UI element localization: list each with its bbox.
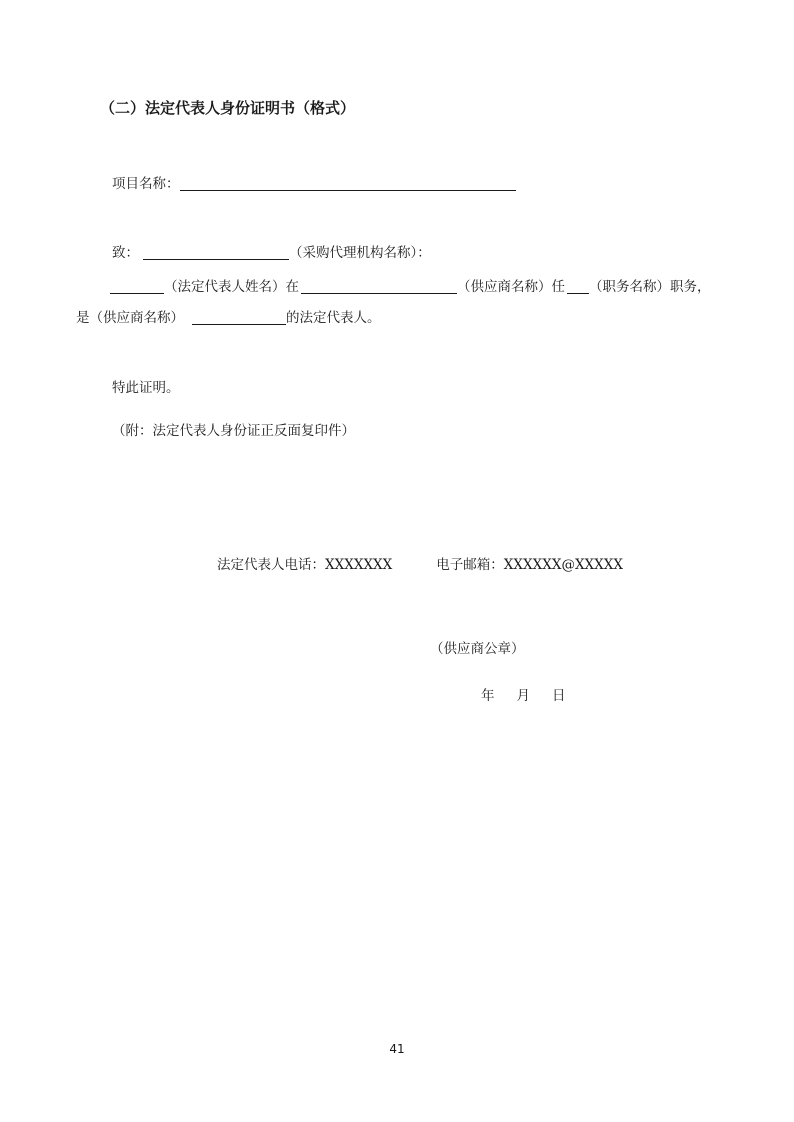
email-label: 电子邮箱： xyxy=(436,557,504,573)
date-year: 年 xyxy=(481,688,495,704)
legal-rep-suffix: 的法定代表人。 xyxy=(286,310,381,326)
attachment-note: （附：法定代表人身份证正反面复印件） xyxy=(112,423,355,439)
date-month: 月 xyxy=(516,688,530,704)
email-value: XXXXXX@XXXXX xyxy=(503,557,624,573)
legal-rep-line xyxy=(76,306,381,326)
document-title: （二）法定代表人身份证明书（格式） xyxy=(100,99,356,117)
date-line xyxy=(481,684,566,704)
supplier-name-blank[interactable] xyxy=(301,279,457,294)
project-name-line xyxy=(112,172,516,192)
addressee-label: 致： xyxy=(112,245,139,261)
position-paren: （职务名称）职务， xyxy=(589,279,711,295)
addressee-line xyxy=(112,241,431,261)
position-blank[interactable] xyxy=(567,279,589,294)
project-name-label: 项目名称： xyxy=(112,176,180,192)
supplier-seal: （供应商公章） xyxy=(430,641,525,657)
contact-line xyxy=(217,553,623,573)
rep-name-blank[interactable] xyxy=(110,279,164,294)
phone-value: XXXXXXX xyxy=(325,557,393,573)
project-name-blank[interactable] xyxy=(180,176,516,191)
certify-text: 特此证明。 xyxy=(112,380,180,396)
representative-line xyxy=(110,275,711,295)
phone-label: 法定代表人电话： xyxy=(217,557,325,573)
supplier-paren: （供应商名称）任 xyxy=(457,279,565,295)
legal-rep-prefix: 是（供应商名称） xyxy=(76,310,184,326)
addressee-suffix: （采购代理机构名称）： xyxy=(289,245,431,261)
agency-name-blank[interactable] xyxy=(143,245,289,260)
date-day: 日 xyxy=(552,688,566,704)
page-number: 41 xyxy=(389,1042,405,1056)
supplier-name-blank-2[interactable] xyxy=(192,310,286,325)
rep-name-paren: （法定代表人姓名）在 xyxy=(164,279,299,295)
